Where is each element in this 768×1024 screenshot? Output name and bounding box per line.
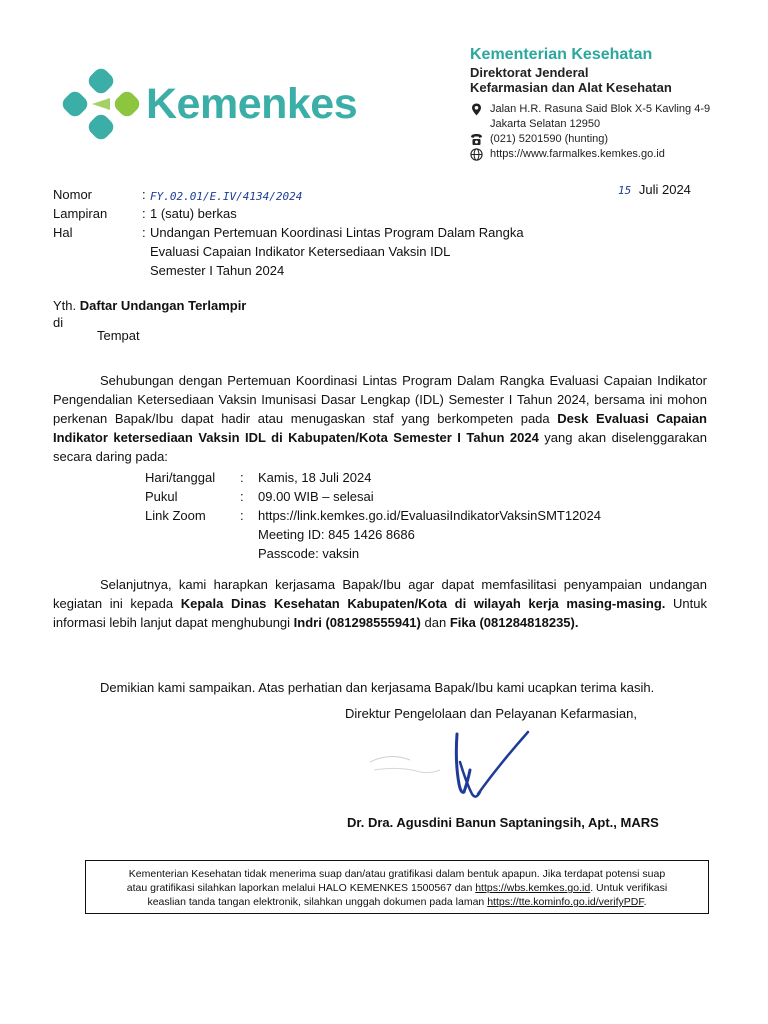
brand-wordmark: Kemenkes bbox=[146, 80, 358, 128]
address-line-2-row bbox=[470, 117, 710, 132]
letter-date bbox=[618, 182, 691, 197]
notice-line-2 bbox=[86, 881, 708, 895]
lampiran-colon: : bbox=[142, 206, 146, 221]
notice-line-3 bbox=[86, 895, 708, 909]
p2-bold-3: Fika (081284818235). bbox=[449, 615, 579, 630]
notice-line-1: Kementerian Kesehatan tidak menerima suap dan/atau gratifikasi dalam bentuk apapun. Jika terdapat potensi suap bbox=[128, 868, 666, 880]
p2-mid: Untuk informasi lebih lanjut dapat menghubungi bbox=[53, 596, 707, 630]
lampiran-label: Lampiran bbox=[53, 206, 108, 221]
recipient-name: Daftar Undangan Terlampir bbox=[79, 298, 247, 313]
paragraph-2 bbox=[53, 575, 707, 632]
day-value: Kamis, 18 Juli 2024 bbox=[258, 470, 372, 485]
yth-label: Yth. bbox=[53, 298, 77, 313]
p2-bold-1: Kepala Dinas Kesehatan Kabupaten/Kota di wilayah kerja masing-masing. bbox=[180, 596, 666, 611]
p1-text: Sehubungan dengan Pertemuan Koordinasi Lintas Program Dalam Rangka Evaluasi Capaian Indikator Pengendalian Ketersediaan Vaksin Imunisasi Dasar Lengkap (IDL) Semester I Tahun 2024, bersama ini mohon perkenan Bapak/Ibu dapat hadir atau menugaskan staf yang berkompeten pada bbox=[53, 373, 707, 426]
notice-line-2-end: . Untuk verifikasi bbox=[590, 882, 668, 894]
anti-gratification-notice bbox=[85, 860, 709, 914]
day-colon: : bbox=[240, 470, 244, 485]
recipient-line bbox=[53, 298, 246, 313]
meeting-id: Meeting ID: 845 1426 8686 bbox=[258, 527, 415, 542]
day-label: Hari/tanggal bbox=[145, 470, 216, 485]
paragraph-3 bbox=[53, 678, 707, 697]
p2-text: Selanjutnya, kami harapkan kerjasama Bapak/Ibu agar dapat memfasilitasi penyampaian undangan kegiatan ini kepada bbox=[53, 577, 707, 611]
p3-text: Demikian kami sampaikan. Atas perhatian dan kerjasama Bapak/Ibu kami ucapkan terima kasih. bbox=[100, 680, 655, 695]
location-pin-icon bbox=[470, 103, 483, 116]
directorate-name bbox=[470, 65, 672, 95]
phone-number: (021) 5201590 (hunting) bbox=[490, 133, 609, 145]
signatory-name: Dr. Dra. Agusdini Banun Saptaningsih, Apt., MARS bbox=[347, 815, 659, 830]
phone-line bbox=[470, 132, 710, 147]
handwritten-signature-icon bbox=[360, 722, 540, 812]
signatory-title: Direktur Pengelolaan dan Pelayanan Kefarmasian, bbox=[345, 706, 637, 721]
nomor-colon: : bbox=[142, 187, 146, 202]
wbs-link[interactable]: https://wbs.kemkes.go.id bbox=[475, 882, 591, 894]
hal-line-2: Evaluasi Capaian Indikator Ketersediaan Vaksin IDL bbox=[150, 244, 451, 259]
kemenkes-logo-icon bbox=[62, 68, 140, 140]
ministry-name: Kementerian Kesehatan bbox=[470, 46, 653, 63]
place-label: Tempat bbox=[97, 328, 140, 343]
di-label: di bbox=[53, 315, 64, 330]
p1-end: yang akan diselenggarakan secara daring pada: bbox=[53, 430, 707, 464]
zoom-colon: : bbox=[240, 508, 244, 523]
p2-and: dan bbox=[424, 615, 447, 630]
website-link[interactable]: https://www.farmalkes.kemkes.go.id bbox=[490, 148, 665, 160]
notice-line-3-end: . bbox=[643, 896, 647, 908]
time-label: Pukul bbox=[145, 489, 178, 504]
website-line bbox=[470, 147, 710, 162]
address-line-2: Jakarta Selatan 12950 bbox=[490, 118, 601, 130]
directorate-line-1: Direktorat Jenderal bbox=[470, 65, 589, 80]
phone-icon bbox=[470, 133, 483, 146]
address-line-1: Jalan H.R. Rasuna Said Blok X-5 Kavling 4-9 bbox=[490, 103, 711, 115]
contact-block bbox=[470, 102, 710, 162]
time-value: 09.00 WIB – selesai bbox=[258, 489, 374, 504]
date-month-year: Juli 2024 bbox=[638, 182, 691, 197]
paragraph-1 bbox=[53, 371, 707, 466]
hal-label: Hal bbox=[53, 225, 73, 240]
p1-bold: Desk Evaluasi Capaian Indikator ketersediaan Vaksin IDL di Kabupaten/Kota Semester I Tahun 2024 bbox=[53, 411, 707, 445]
passcode: Passcode: vaksin bbox=[258, 546, 360, 561]
hal-colon: : bbox=[142, 225, 146, 240]
date-day: 15 bbox=[618, 184, 632, 197]
address-line bbox=[470, 102, 710, 117]
time-colon: : bbox=[240, 489, 244, 504]
directorate-line-2: Kefarmasian dan Alat Kesehatan bbox=[470, 80, 672, 95]
p2-bold-2: Indri (081298555941) bbox=[293, 615, 421, 630]
zoom-label: Link Zoom bbox=[145, 508, 206, 523]
nomor-value: FY.02.01/E.IV/4134/2024 bbox=[150, 190, 303, 203]
notice-line-3-text: keaslian tanda tangan elektronik, silahkan unggah dokumen pada laman bbox=[147, 896, 485, 908]
globe-icon bbox=[470, 148, 483, 161]
notice-line-2-text: atau gratifikasi silahkan laporkan melalui HALO KEMENKES 1500567 dan bbox=[126, 882, 473, 894]
zoom-link[interactable]: https://link.kemkes.go.id/EvaluasiIndikatorVaksinSMT12024 bbox=[258, 508, 601, 523]
verify-pdf-link[interactable]: https://tte.kominfo.go.id/verifyPDF bbox=[487, 896, 644, 908]
lampiran-value: 1 (satu) berkas bbox=[150, 206, 237, 221]
hal-line-3: Semester I Tahun 2024 bbox=[150, 263, 285, 278]
hal-line-1: Undangan Pertemuan Koordinasi Lintas Program Dalam Rangka bbox=[150, 225, 524, 240]
nomor-label: Nomor bbox=[53, 187, 93, 202]
